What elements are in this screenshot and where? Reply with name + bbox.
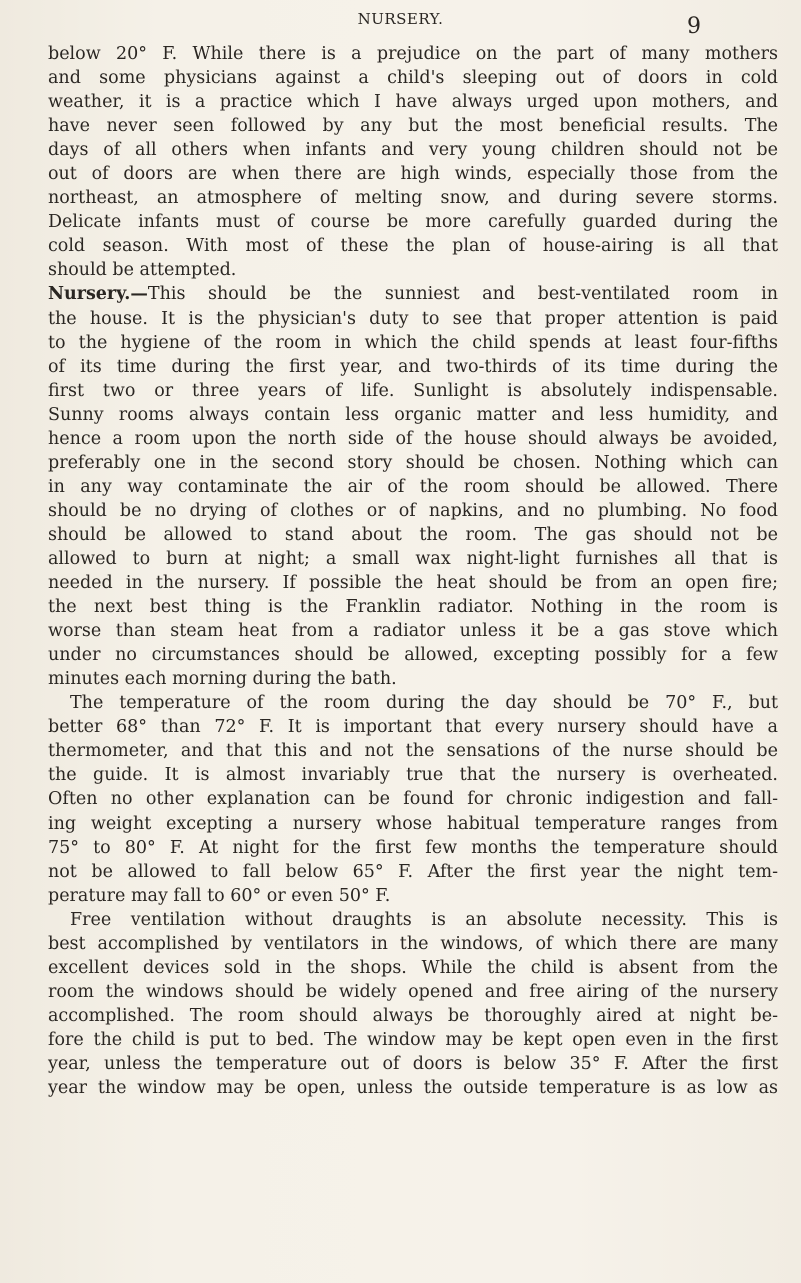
- text-line: the house. It is the physician's duty to see that proper attention is paid: [48, 308, 778, 329]
- text-line: not be allowed to fall below 65° F. After the first year the night tem-: [48, 861, 778, 882]
- text-line: allowed to burn at night; a small wax night-light furnishes all that is: [48, 548, 778, 569]
- text-line: should be attempted.: [48, 260, 237, 281]
- text-line: northeast, an atmosphere of melting snow, and during severe storms.: [48, 188, 778, 209]
- text-line: Free ventilation without draughts is an absolute necessity. This is: [70, 909, 778, 930]
- text-line: the guide. It is almost invariably true that the nursery is overheated.: [48, 765, 778, 786]
- text-line: perature may fall to 60° or even 50° F.: [48, 885, 391, 906]
- text-line: Sunny rooms always contain less organic matter and less humidity, and: [48, 404, 778, 425]
- text-line: best accomplished by ventilators in the windows, of which there are many: [48, 933, 778, 954]
- text-line: The temperature of the room during the day should be 70° F., but: [70, 693, 778, 714]
- nursery-paragraph-first-line: [48, 282, 778, 306]
- page-header: [0, 8, 801, 40]
- text-line: weather, it is a practice which I have always urged upon mothers, and: [48, 92, 778, 113]
- text-line: should be no drying of clothes or of napkins, and no plumbing. No food: [48, 500, 778, 521]
- text-line: Often no other explanation can be found for chronic indigestion and fall-: [48, 789, 778, 810]
- text-line: better 68° than 72° F. It is important that every nursery should have a: [48, 717, 778, 738]
- text-line: fore the child is put to bed. The window may be kept open even in the first: [48, 1029, 778, 1050]
- body-text: [48, 42, 778, 1100]
- text-line: days of all others when infants and very young children should not be: [48, 140, 778, 161]
- text-line: in any way contaminate the air of the room should be allowed. There: [48, 476, 778, 497]
- text-line: This should be the sunniest and best-ventilated room in: [147, 284, 778, 305]
- text-line: have never seen followed by any but the most beneficial results. The: [48, 116, 778, 137]
- text-line: accomplished. The room should always be thoroughly aired at night be-: [48, 1005, 778, 1026]
- text-line: of its time during the first year, and two-thirds of its time during the: [48, 356, 778, 377]
- text-line: and some physicians against a child's sleeping out of doors in cold: [48, 68, 778, 89]
- page-number: 9: [687, 14, 701, 39]
- text-line: under no circumstances should be allowed, excepting possibly for a few: [48, 645, 778, 666]
- text-line: Delicate infants must of course be more carefully guarded during the: [48, 212, 778, 233]
- text-line: the next best thing is the Franklin radiator. Nothing in the room is: [48, 597, 778, 618]
- text-line: ing weight excepting a nursery whose habitual temperature ranges from: [48, 813, 778, 834]
- text-line: room the windows should be widely opened and free airing of the nursery: [48, 981, 778, 1002]
- text-line: 75° to 80° F. At night for the first few months the temperature should: [48, 837, 778, 858]
- text-line: cold season. With most of these the plan of house-airing is all that: [48, 236, 778, 257]
- section-heading: Nursery.—: [48, 284, 148, 305]
- text-line: year the window may be open, unless the outside temperature is as low as: [48, 1078, 778, 1099]
- text-line: worse than steam heat from a radiator unless it be a gas stove which: [48, 621, 778, 642]
- text-line: to the hygiene of the room in which the child spends at least four-fifths: [48, 332, 778, 353]
- text-line: preferably one in the second story should be chosen. Nothing which can: [48, 452, 778, 473]
- text-line: below 20° F. While there is a prejudice on the part of many mothers: [48, 44, 778, 64]
- text-line: minutes each morning during the bath.: [48, 669, 397, 690]
- text-line: thermometer, and that this and not the sensations of the nurse should be: [48, 741, 778, 762]
- text-line: first two or three years of life. Sunlight is absolutely indispensable.: [48, 380, 778, 401]
- text-line: excellent devices sold in the shops. While the child is absent from the: [48, 957, 778, 978]
- text-line: needed in the nursery. If possible the heat should be from an open fire;: [48, 573, 778, 594]
- text-line: out of doors are when there are high winds, especially those from the: [48, 164, 778, 185]
- running-title: NURSERY.: [357, 10, 444, 28]
- text-line: should be allowed to stand about the room. The gas should not be: [48, 524, 778, 545]
- text-line: hence a room upon the north side of the house should always be avoided,: [48, 428, 778, 449]
- text-line: year, unless the temperature out of doors is below 35° F. After the first: [48, 1053, 778, 1074]
